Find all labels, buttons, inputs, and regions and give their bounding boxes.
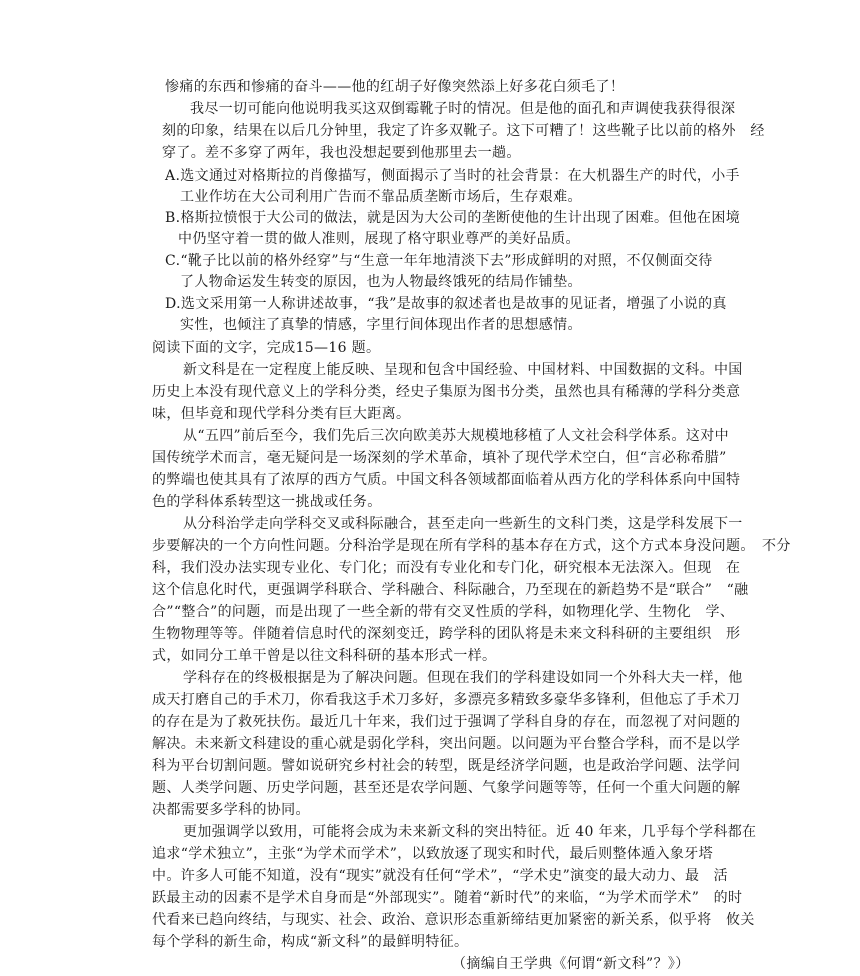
article-line: 科，我们没办法实现专业化、专门化；而没有专业化和专门化，研究根本无法深入。但现 在 (152, 560, 741, 576)
article-line: 合”“整合”的问题，而是出现了一些全新的带有交叉性质的学科，如物理化学、生物化 学、 (152, 604, 735, 620)
story-line: 穿了。差不多穿了两年，我也没想起要到他那里去一趟。 (162, 145, 521, 161)
article-line: 代看来已趋向终结，与现实、社会、政治、意识形态重新缔结更加紧密的新关系，似乎将 攸关 (152, 912, 755, 928)
story-line: 惨痛的东西和惨痛的奋斗——他的红胡子好像突然添上好多花白须毛了！ (165, 79, 625, 95)
article-line: 新文科是在一定程度上能反映、呈现和包含中国经验、中国材料、中国数据的文科。中国 (183, 362, 743, 378)
article-line: 从“五四”前后至今，我们先后三次向欧美苏大规模地移植了人文社会科学体系。这对中 (183, 428, 729, 444)
article-line: 解决。未来新文科建设的重心就是弱化学科，突出问题。以问题为平台整合学科，而不是以学 (152, 736, 741, 752)
article-line: 科为平台切割问题。譬如说研究乡村社会的转型，既是经济学问题，也是政治学问题、法学问 (152, 758, 741, 774)
article-line: 步要解决的一个方向性问题。分科治学是现在所有学科的基本存在方式，这个方式本身没问题。 不分 (152, 538, 791, 554)
article-line: 色的学科体系转型这一挑战或任务。 (152, 494, 382, 510)
story-line: 我尽一切可能向他说明我买这双倒霉靴子时的情况。但是他的面孔和声调使我获得很深 (190, 101, 736, 117)
reading-instruction: 阅读下面的文字，完成15—16 题。 (152, 340, 381, 356)
article-line: 的弊端也使其具有了浓厚的西方气质。中国文科各领域都面临着从西方化的学科体系向中国特 (152, 472, 741, 488)
article-line: 决都需要多学科的协同。 (152, 802, 310, 818)
option-a-cont: 工业作坊在大公司利用广告而不靠品质垄断市场后，生存艰难。 (180, 189, 582, 205)
article-line: 每个学科的新生命，构成“新文科”的最鲜明特征。 (152, 934, 469, 950)
option-d: D.选文采用第一人称讲述故事，“我”是故事的叙述者也是故事的见证者，增强了小说的真 (165, 296, 727, 312)
option-b-cont: 中仍坚守着一贯的做人准则，展现了格守职业尊严的美好品质。 (178, 231, 580, 247)
article-line: 生物物理等等。伴随着信息时代的深刻变迁，跨学科的团队将是未来文科科研的主要组织 形 (152, 626, 741, 642)
option-b: B.格斯拉愤恨于大公司的做法，就是因为大公司的垄断使他的生计出现了困难。但他在困境 (165, 210, 741, 226)
article-line: 这个信息化时代，更强调学科联合、学科融合、科际融合，乃至现在的新趋势不是“联合” “融 (152, 582, 749, 598)
article-line: 学科存在的终极根据是为了解决问题。但现在我们的学科建设如同一个外科大夫一样，他 (183, 670, 743, 686)
article-source: （摘编自王学典《何谓“新文科”？》） (452, 956, 690, 972)
option-d-cont: 实性，也倾注了真挚的情感，字里行间体现出作者的思想感情。 (180, 317, 582, 333)
article-line: 题、人类学问题、历史学问题，甚至还是农学问题、气象学问题等等，任何一个重大问题的解 (152, 780, 741, 796)
article-line: 成天打磨自己的手术刀，你看我这手术刀多好，多漂亮多精致多豪华多锋利，但他忘了手术刀 (152, 692, 741, 708)
article-line: 中。许多人可能不知道，没有“现实”就没有任何“学术”，“学术史”演变的最大动力、最 活 (152, 868, 728, 884)
article-line: 国传统学术而言，毫无疑问是一场深刻的学术革命，填补了现代学术空白，但“言必称希腊” (152, 450, 727, 466)
article-line: 历史上本没有现代意义上的学科分类，经史子集原为图书分类，虽然也具有稀薄的学科分类意 (152, 384, 741, 400)
option-c-cont: 了人物命运发生转变的原因，也为人物最终饿死的结局作铺垫。 (180, 274, 582, 290)
article-line: 更加强调学以致用，可能将会成为未来新文科的突出特征。近 40 年来，几乎每个学科都在 (183, 824, 757, 840)
article-line: 跃最主动的因素不是学术自身而是“外部现实”。随着“新时代”的来临，“为学术而学术” 的时 (152, 890, 743, 906)
article-line: 从分科治学走向学科交叉或科际融合，甚至走向一些新生的文科门类，这是学科发展下一 (183, 516, 743, 532)
story-line: 刻的印象，结果在以后几分钟里，我定了许多双靴子。这下可糟了！这些靴子比以前的格外 经 (162, 123, 765, 139)
option-c: C.“靴子比以前的格外经穿”与“生意一年年地清淡下去”形成鲜明的对照，不仅侧面交待 (165, 253, 713, 269)
option-a: A.选文通过对格斯拉的肖像描写，侧面揭示了当时的社会背景：在大机器生产的时代，小手 (165, 168, 740, 184)
article-line: 味，但毕竟和现代学科分类有巨大距离。 (152, 406, 411, 422)
article-line: 式，如同分工单干曾是以往文科科研的基本形式一样。 (152, 648, 497, 664)
article-line: 追求“学术独立”，主张“为学术而学术”，以致放逐了现实和时代，最后则整体遁入象牙塔 (152, 846, 713, 862)
article-line: 的存在是为了救死扶伤。最近几十年来，我们过于强调了学科自身的存在，而忽视了对问题的 (152, 714, 741, 730)
